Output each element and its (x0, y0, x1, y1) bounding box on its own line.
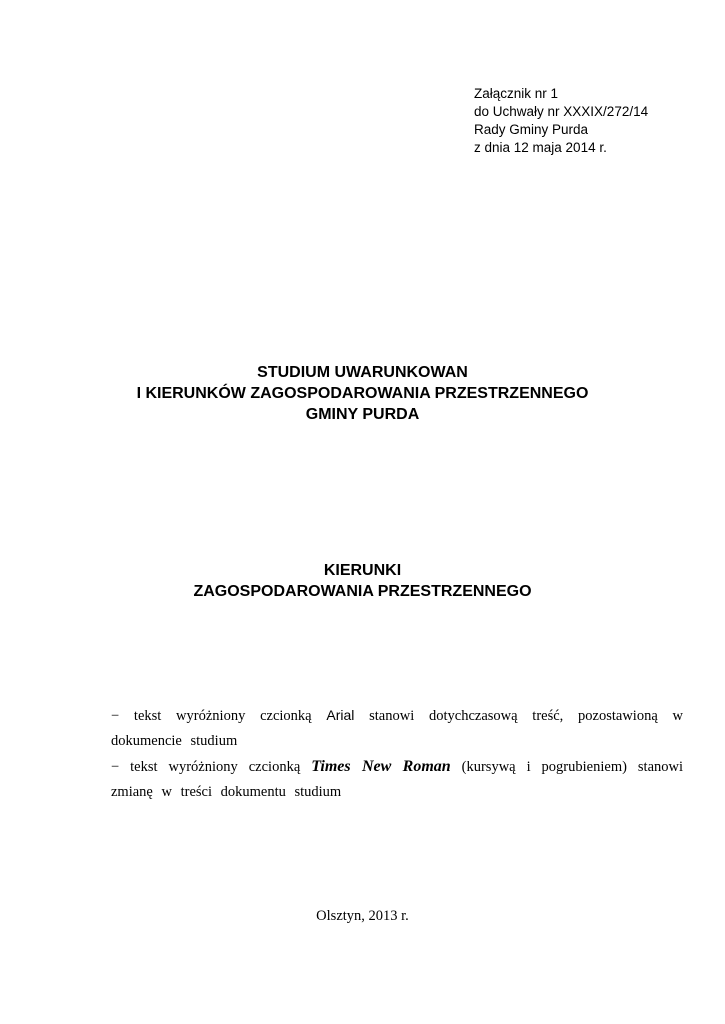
section-title (0, 560, 725, 602)
council-name: Rady Gminy Purda (474, 122, 589, 137)
legend-item-arial-prefix: − tekst wyróżniony czcionką (111, 708, 312, 724)
section-title-line-1: KIERUNKI (323, 562, 402, 579)
annex-header (474, 85, 648, 157)
resolution-number: do Uchwały nr XXXIX/272/14 (474, 104, 649, 119)
title-line-1: STUDIUM UWARUNKOWAN (257, 364, 468, 381)
document-title (0, 362, 725, 425)
title-line-2: I KIERUNKÓW ZAGOSPODAROWANIA PRZESTRZENNEGO (136, 385, 589, 402)
arial-font-sample: Arial (326, 707, 355, 723)
legend-item-tnr-suffix: (kursywą i pogrubieniem) stanowi zmianę w treści dokumentu studium (111, 759, 683, 800)
resolution-date: z dnia 12 maja 2014 r. (474, 140, 607, 155)
place-and-date: Olsztyn, 2013 r. (316, 908, 409, 924)
section-title-line-2: ZAGOSPODAROWANIA PRZESTRZENNEGO (193, 583, 532, 600)
title-line-3: GMINY PURDA (305, 406, 420, 423)
legend-item-arial-suffix: stanowi dotychczasową treść, pozostawioną w dokumencie studium (111, 708, 683, 749)
tnr-font-sample: Times New Roman (311, 758, 451, 775)
legend-item-tnr-prefix: − tekst wyróżniony czcionką (111, 759, 301, 775)
legend-item-tnr (111, 754, 683, 805)
font-legend (111, 703, 683, 805)
annex-number: Załącznik nr 1 (474, 86, 559, 101)
legend-item-arial (111, 703, 683, 754)
